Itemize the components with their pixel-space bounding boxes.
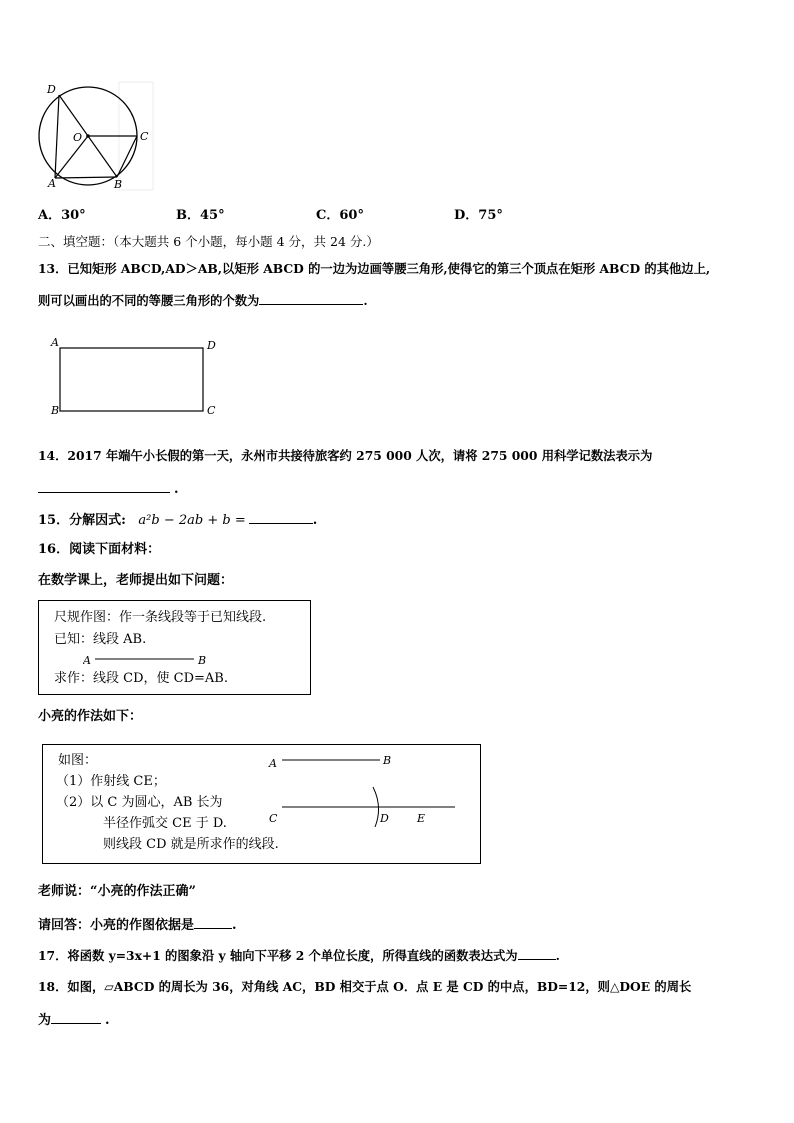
rect-label-a: A — [51, 336, 59, 349]
problem-box-line2: 已知：线段 AB. — [54, 632, 147, 647]
q14-answer-blank[interactable] — [38, 480, 170, 493]
choice-a-letter: A． — [38, 208, 62, 223]
choice-a — [38, 208, 86, 224]
q18-line1: 18．如图，▱ABCD 的周长为 36，对角线 AC，BD 相交于点 O．点 E 是 CD 的中点，BD=12，则△DOE 的周长 — [38, 979, 692, 994]
q18-line2 — [38, 1011, 110, 1029]
q18-end: . — [105, 1013, 110, 1028]
circle-label-c: C — [140, 130, 149, 143]
method-box — [42, 744, 481, 864]
circle-diagram — [33, 80, 155, 192]
method-line3: （2）以 C 为圆心，AB 长为 — [56, 795, 223, 810]
choice-b — [176, 208, 225, 224]
q18-line2-text: 为 — [38, 1013, 52, 1028]
construction-label-c: C — [269, 812, 278, 825]
construction-label-a: A — [269, 757, 277, 770]
method-intro: 小亮的作法如下： — [38, 709, 143, 724]
circle-figure — [33, 80, 155, 192]
q17-end: . — [555, 948, 560, 963]
q17-text: 17．将函数 y=3x+1 的图象沿 y 轴向下平移 2 个单位长度，所得直线的函数表达式为 — [38, 948, 518, 963]
q15 — [38, 511, 317, 529]
circle-label-o: O — [73, 131, 83, 144]
choice-c-value: 60° — [339, 208, 364, 223]
q16-answer-blank[interactable] — [194, 916, 232, 929]
segment-ab — [83, 651, 213, 667]
q16-ask-end: . — [232, 918, 237, 933]
q16-title: 16．阅读下面材料： — [38, 542, 161, 557]
q14-end: . — [174, 482, 179, 497]
rectangle-figure — [48, 336, 224, 418]
problem-box-line1: 尺规作图：作一条线段等于已知线段. — [54, 610, 267, 625]
q16-intro: 在数学课上，老师提出如下问题： — [38, 573, 234, 588]
teacher-said: 老师说：“小亮的作法正确” — [38, 884, 196, 899]
q15-answer-blank[interactable] — [249, 511, 313, 524]
choice-b-letter: B． — [176, 208, 200, 223]
construction-figure — [265, 749, 465, 829]
choice-b-value: 45° — [200, 208, 225, 223]
q13-line1: 13．已知矩形 ABCD,AD＞AB,以矩形 ABCD 的一边为边画等腰三角形,使得它的第三个顶点在矩形 ABCD 的其他边上, — [38, 261, 711, 276]
q13-line2 — [38, 292, 368, 309]
choice-d — [454, 208, 503, 224]
q15-prefix: 15．分解因式: — [38, 513, 126, 528]
problem-box-line3: 求作：线段 CD，使 CD=AB. — [54, 671, 228, 686]
choice-c-letter: C． — [316, 208, 340, 223]
method-line5: 则线段 CD 就是所求作的线段. — [103, 837, 279, 852]
choice-a-value: 30° — [61, 208, 86, 223]
rect-label-d: D — [207, 339, 216, 352]
choice-c — [316, 208, 364, 224]
method-line1: 如图： — [58, 753, 98, 768]
method-line4: 半径作弧交 CE 于 D. — [103, 816, 227, 831]
segment-label-a: A — [83, 654, 91, 667]
construction-svg — [265, 749, 465, 829]
circle-label-b: B — [114, 178, 123, 191]
problem-box — [38, 600, 311, 695]
choice-d-value: 75° — [478, 208, 503, 223]
choice-d-letter: D． — [454, 208, 479, 223]
construction-label-d: D — [380, 812, 389, 825]
q14-line2 — [38, 480, 179, 498]
q16-ask-text: 请回答：小亮的作图依据是 — [38, 918, 195, 933]
rect-label-b: B — [51, 404, 60, 417]
rect-label-c: C — [207, 404, 216, 417]
q13-answer-blank[interactable] — [259, 292, 363, 305]
circle-label-a: A — [48, 177, 56, 190]
circle-label-d: D — [47, 83, 56, 96]
q15-expression: a²b − 2ab + b = — [138, 513, 246, 528]
q15-end: . — [312, 513, 318, 528]
rectangle-diagram — [48, 336, 224, 418]
q17-answer-blank[interactable] — [518, 947, 556, 960]
segment-ab-svg — [83, 651, 213, 667]
method-line2: （1）作射线 CE； — [56, 774, 166, 789]
section-2-header: 二、填空题：（本大题共 6 个小题，每小题 4 分，共 24 分.） — [38, 234, 379, 249]
q13-end: . — [363, 293, 368, 308]
q17 — [38, 947, 560, 964]
q18-answer-blank[interactable] — [51, 1011, 101, 1024]
construction-label-e: E — [417, 812, 426, 825]
q16-ask — [38, 916, 237, 934]
segment-label-b: B — [198, 654, 207, 667]
construction-label-b: B — [383, 754, 392, 767]
q14-line1: 14．2017 年端午小长假的第一天，永州市共接待旅客约 275 000 人次，请将 275 000 用科学记数法表示为 — [38, 448, 653, 463]
q13-line2-text: 则可以画出的不同的等腰三角形的个数为 — [38, 293, 260, 308]
